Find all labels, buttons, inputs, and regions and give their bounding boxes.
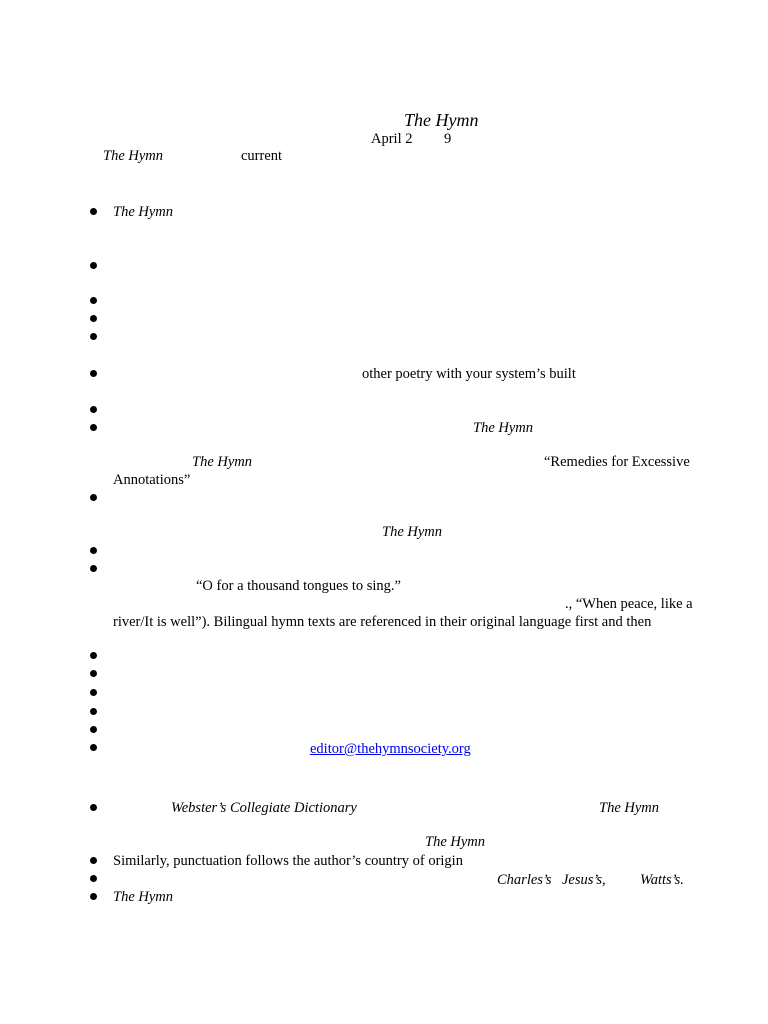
bullet-icon [90,547,97,554]
bullet-icon [90,315,97,322]
bullet-icon [90,297,97,304]
intro-current: current [241,148,283,164]
bullet-icon [90,893,97,900]
date-month-day: April 2 [371,131,413,147]
bullet-icon [90,565,97,572]
bullet-icon [90,406,97,413]
bullet-icon [90,857,97,864]
example-jesus: Jesus’s, [562,872,606,888]
list-item-journal-name: The Hymn [382,524,443,540]
bullet-icon [90,875,97,882]
example-watts: Watts’s. [640,872,684,888]
editor-email-link[interactable]: editor@thehymnsociety.org [310,741,471,757]
list-item-text: The Hymn [113,204,174,220]
bullet-icon [90,689,97,696]
bullet-icon [90,670,97,677]
bullet-icon [90,726,97,733]
page-title: The Hymn [404,110,479,130]
bilingual-note: river/It is well”). Bilingual hymn texts are referenced in their original language first and then [113,614,652,630]
list-item-text: Similarly, punctuation follows the author’s country of origin [113,853,463,869]
bullet-icon [90,333,97,340]
list-item-text: The Hymn [113,889,174,905]
hymn-quote-thousand-tongues: “O for a thousand tongues to sing.” [196,578,401,594]
bullet-icon [90,744,97,751]
bullet-icon [90,652,97,659]
bullet-icon [90,208,97,215]
paragraph-remedies: “Remedies for Excessive [544,454,690,470]
bullet-icon [90,494,97,501]
paragraph-journal-name: The Hymn [425,834,486,850]
bullet-icon [90,424,97,431]
paragraph-journal-name: The Hymn [192,454,253,470]
dictionary-name: Webster’s Collegiate Dictionary [171,800,357,816]
date-digit: 9 [444,131,452,147]
list-item-text: The Hymn [473,420,534,436]
paragraph-annotations: Annotations” [113,472,191,488]
bullet-icon [90,262,97,269]
bullet-icon [90,708,97,715]
bullet-icon [90,370,97,377]
hymn-quote-when-peace: ., “When peace, like a [565,596,693,612]
list-item-text: other poetry with your system’s built [362,366,576,382]
bullet-icon [90,804,97,811]
list-item-journal-name: The Hymn [599,800,660,816]
example-charles: Charles’s [497,872,552,888]
intro-journal-name: The Hymn [103,148,164,164]
